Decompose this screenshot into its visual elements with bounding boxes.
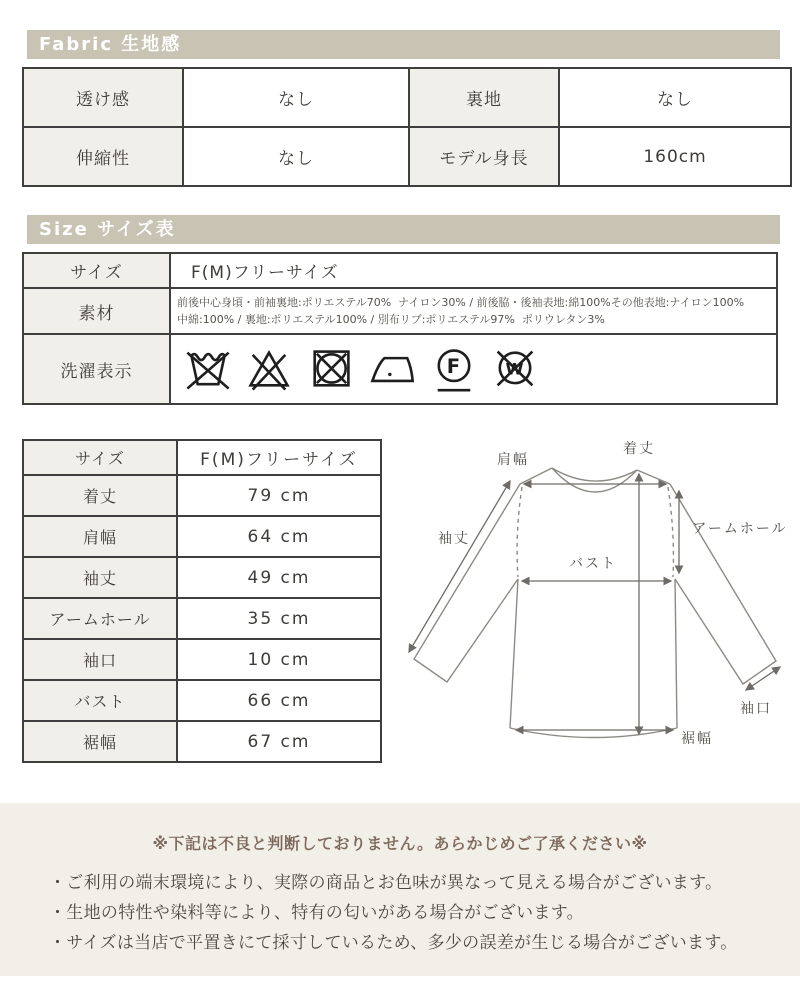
size-value: F(M)フリーサイズ [170,253,777,288]
table-row [23,440,381,475]
measure-value-bust: 66 cm [177,680,381,721]
notes-list [0,868,800,958]
measure-label-sleeve: 袖丈 [23,557,177,598]
table-row [23,516,381,557]
measure-value-shoulder: 64 cm [177,516,381,557]
iron-low-heat-icon [367,344,417,394]
material-line-1: 前後中心身頃・前袖裏地:ポリエステル70% ナイロン30% / 前後脇・後袖表地:綿100%その他表地:ナイロン100% [177,296,745,309]
measure-header-label: サイズ [23,440,177,475]
measure-value-hem: 67 cm [177,721,381,762]
care-label: 洗濯表示 [23,334,170,404]
material-label: 素材 [23,288,170,334]
material-value [170,288,777,334]
fabric-label-model-height: モデル身長 [409,127,559,186]
table-row [23,680,381,721]
notes-headline: ※下記は不良と判断しておりません。あらかじめご了承ください※ [152,834,648,854]
size-info-table [22,252,778,405]
material-line-2: 中綿:100% / 裏地:ポリエステル100% / 別布リブ:ポリエステル97% ポリウレタン3% [177,313,605,327]
fabric-value-stretch: なし [183,127,409,186]
size-section-header: Size サイズ表 [27,215,780,244]
care-icons-cell [170,334,777,404]
fabric-label-lining: 裏地 [409,68,559,127]
measure-label-armhole: アームホール [23,598,177,639]
svg-text:F: F [446,354,461,378]
table-row [23,557,381,598]
measure-label-bust: バスト [23,680,177,721]
do-not-wet-clean-icon [490,344,540,394]
diagram-label-armhole: アームホール [692,521,788,538]
do-not-wash-icon [183,344,233,394]
table-row [23,475,381,516]
notes-section [0,803,800,976]
table-row [23,721,381,762]
measure-value-cuff: 10 cm [177,639,381,680]
measurement-section [22,439,800,777]
diagram-label-length: 着丈 [623,441,655,458]
table-row [23,127,791,186]
list-item: ・生地の特性や染料等により、特有の匂いがある場合がございます。 [49,903,584,924]
table-row [23,253,777,288]
do-not-bleach-icon [244,344,294,394]
fabric-table [22,67,792,187]
do-not-tumble-dry-icon [306,344,356,394]
list-item: ・サイズは当店で平置きにて採寸しているため、多少の誤差が生じる場合がございます。 [49,933,738,954]
table-row [23,639,381,680]
measure-value-length: 79 cm [177,475,381,516]
measurement-table [22,439,382,763]
measure-label-shoulder: 肩幅 [23,516,177,557]
measure-value-armhole: 35 cm [177,598,381,639]
diagram-label-hem: 裾幅 [681,731,713,748]
table-row [23,598,381,639]
size-label: サイズ [23,253,170,288]
list-item: ・ご利用の端末環境により、実際の商品とお色味が異なって見える場合がございます。 [49,873,723,894]
table-row [23,68,791,127]
measure-label-length: 着丈 [23,475,177,516]
fabric-value-sheerness: なし [183,68,409,127]
fabric-label-sheerness: 透け感 [23,68,183,127]
fabric-label-stretch: 伸縮性 [23,127,183,186]
table-row [23,288,777,334]
dry-clean-petroleum-F-icon [429,344,479,394]
garment-diagram [392,433,800,777]
table-row [23,334,777,404]
measure-label-cuff: 袖口 [23,639,177,680]
fabric-value-lining: なし [559,68,791,127]
fabric-section-header: Fabric 生地感 [27,30,780,59]
diagram-label-bust: バスト [569,556,617,573]
svg-text:W: W [505,359,525,379]
measure-label-hem: 裾幅 [23,721,177,762]
diagram-label-cuff: 袖口 [740,701,772,718]
diagram-label-sleeve: 袖丈 [438,531,470,548]
fabric-value-model-height: 160cm [559,127,791,186]
measure-header-value: F(M)フリーサイズ [177,440,381,475]
measure-value-sleeve: 49 cm [177,557,381,598]
diagram-label-shoulder: 肩幅 [497,452,529,469]
